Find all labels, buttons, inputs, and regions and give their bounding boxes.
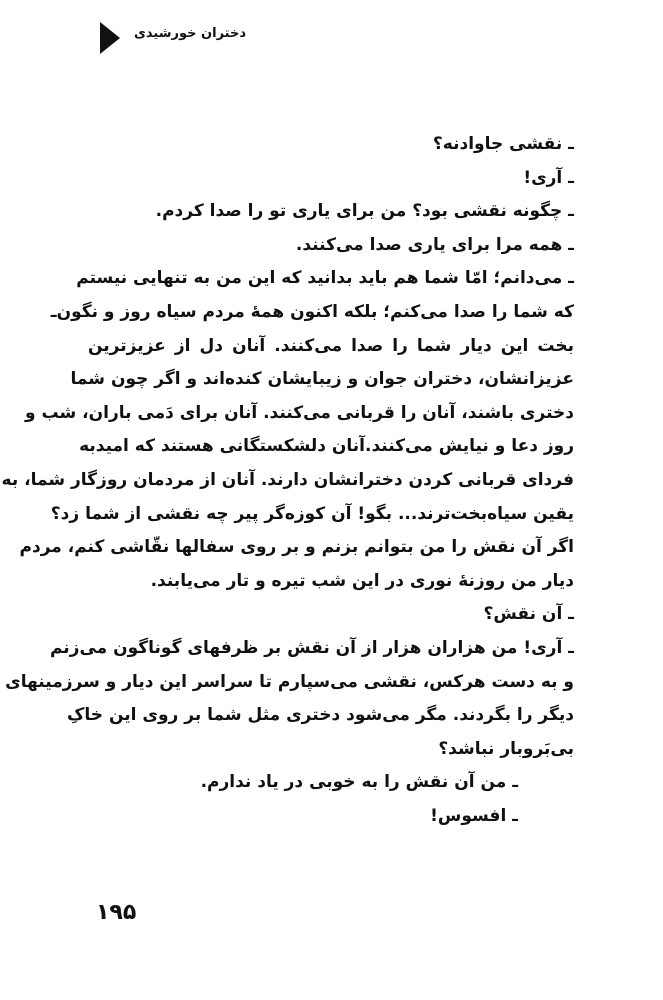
text-line: عزیزانشان، دختران جوان و زیبایشان کنده‌اند و اگر چون شما [70,369,574,390]
text-line: ـ افسوس! [430,805,518,826]
text-line: دیار من روزنهٔ نوری در این شب تیره و تار می‌یابند. [150,570,574,591]
body-text [1,128,574,833]
running-header [88,22,568,62]
text-line: اگر آن نقش را من بتوانم بزنم و بر روی سفالها نقّاشی کنم، مردم [19,537,574,558]
text-line: ـ نقشی جاوادنه؟ [432,134,574,154]
text-line: و به دست هرکس، نقشی می‌سپارم تا سراسر این دیار و سرزمینهای [5,671,574,692]
text-line: که شما را صدا می‌کنم؛ بلکه اکنون همهٔ مردم سیاه روز و نگون‌ـ [50,301,574,322]
text-line: دیگر را بگردند. مگر می‌شود دختری مثل شما بر روی این خاکِ [67,705,574,726]
text-line: روز دعا و نیایش می‌کنند.آنان دلشکستگانی هستند که امیدبه [79,436,574,457]
text-line: ـ می‌دانم؛ امّا شما هم باید بدانید که این من به تنهایی نیستم [76,268,574,289]
text-line: ـ آن نقش؟ [483,604,574,625]
text-line: ـ چگونه نقشی بود؟ من برای یاری تو را صدا کردم. [155,201,574,222]
text-line: بخت این دیار شما را صدا می‌کنند. آنان دل از عزیزترین [88,335,574,356]
triangle-marker-icon [100,22,120,54]
text-line: بی‌بَروبار نباشد؟ [438,738,574,759]
text-line: ـ همه مرا برای یاری صدا می‌کنند. [295,234,574,255]
header-title: دختران خورشیدی [134,26,247,41]
text-line: ـ آری! من هزاران هزار از آن نقش بر ظرفهای گوناگون می‌زنم [49,637,574,658]
text-line: دختری باشند، آنان را قربانی می‌کنند. آنان برای دَمی باران، شب و [25,402,574,423]
text-line: ـ من آن نقش را به خوبی در یاد ندارم. [200,772,518,793]
page-number: ۱۹۵ [96,900,137,925]
text-line: یقین سیاه‌بخت‌ترند... بگو! آن کوزه‌گر پیر چه نقشی از شما زد؟ [50,503,574,524]
text-line: ـ آری! [523,167,574,188]
text-line: فردای قربانی کردن دخترانشان دارند. آنان از مردمان روزگار شما، به [1,469,574,490]
